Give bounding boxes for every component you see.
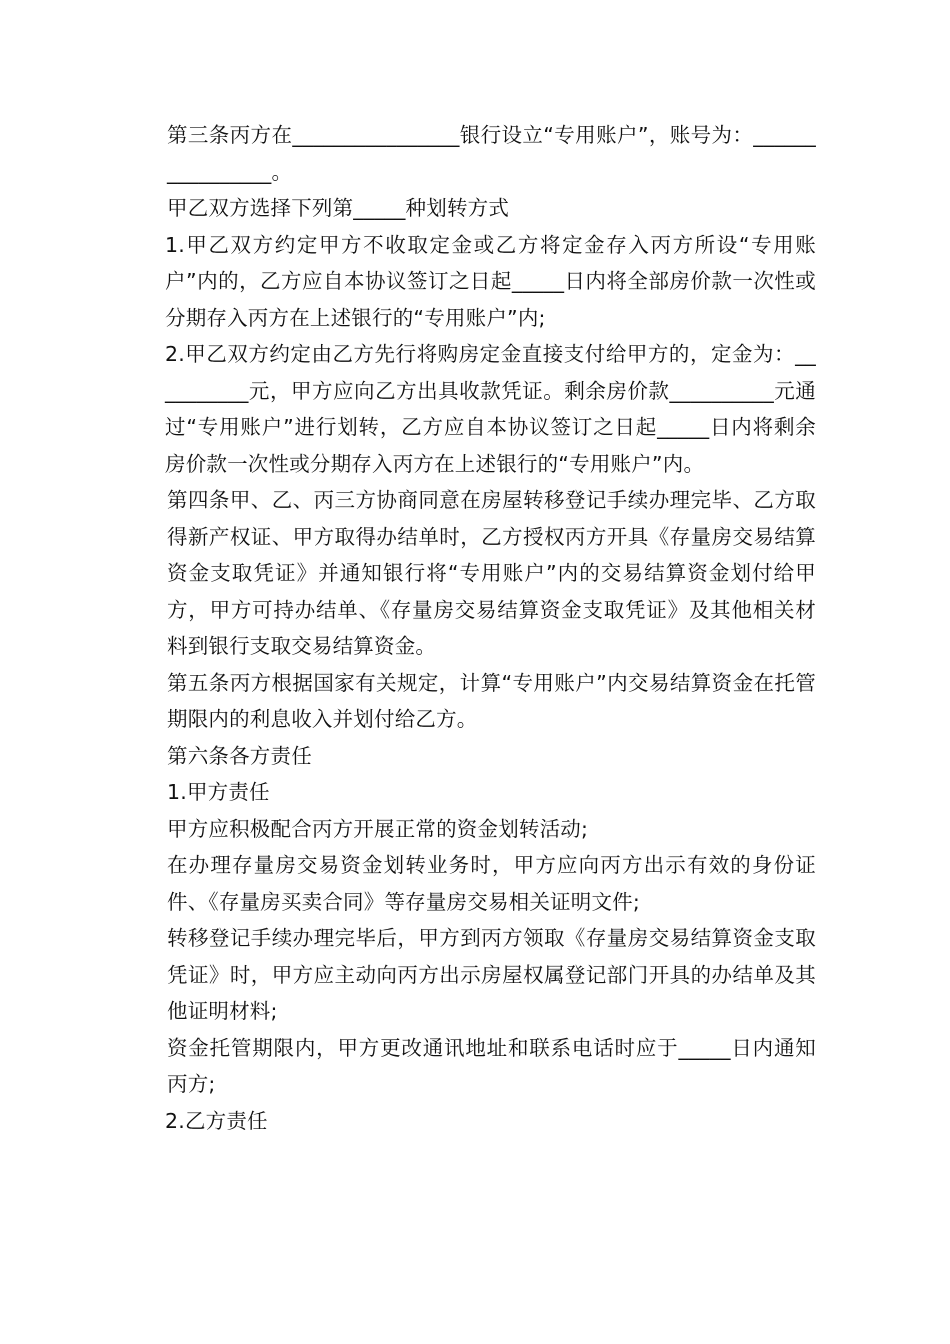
party-a-duty-4: 资金托管期限内，甲方更改通讯地址和联系电话时应于_____日内通知丙方;	[167, 1035, 816, 1096]
article-5-paragraph: 第五条丙方根据国家有关规定，计算“专用账户”内交易结算资金在托管期限内的利息收入并划付给乙方。	[167, 670, 816, 731]
party-a-duty-3: 转移登记手续办理完毕后，甲方到丙方领取《存量房交易结算资金支取凭证》时，甲方应主动向丙方出示房屋权属登记部门开具的办结单及其他证明材料;	[167, 926, 816, 1023]
article-3-paragraph: 第三条丙方在________________银行设立“专用账户”，账号为：________________。	[167, 123, 816, 184]
party-b-responsibility-heading: 2.乙方责任	[165, 1108, 268, 1133]
party-a-duty-1: 甲方应积极配合丙方开展正常的资金划转活动;	[167, 816, 589, 841]
party-a-responsibility-heading: 1.甲方责任	[167, 780, 270, 804]
transfer-method-paragraph: 甲乙双方选择下列第_____种划转方式	[167, 196, 510, 220]
method-2-paragraph: 2.甲乙双方约定由乙方先行将购房定金直接支付给甲方的，定金为：__________元，甲方应向乙方出具收款凭证。剩余房价款__________元通过“专用账户”进行划转，乙方应自本协议签订之日起_____日内将剩余房价款一次性或分期存入丙方在上述银行的“专用账户”内。	[165, 342, 816, 476]
article-4-paragraph: 第四条甲、乙、丙三方协商同意在房屋转移登记手续办理完毕、乙方取得新产权证、甲方取得办结单时，乙方授权丙方开具《存量房交易结算资金支取凭证》并通知银行将“专用账户”内的交易结算资金划付给甲方，甲方可持办结单、《存量房交易结算资金支取凭证》及其他相关材料到银行支取交易结算资金。	[167, 488, 816, 658]
article-6-heading: 第六条各方责任	[167, 743, 312, 768]
party-a-duty-2: 在办理存量房交易资金划转业务时，甲方应向丙方出示有效的身份证件、《存量房买卖合同》等存量房交易相关证明文件;	[167, 853, 816, 914]
method-1-paragraph: 1.甲乙双方约定甲方不收取定金或乙方将定金存入丙方所设“专用账户”内的，乙方应自本协议签订之日起_____日内将全部房价款一次性或分期存入丙方在上述银行的“专用账户”内;	[165, 232, 816, 330]
document-body	[146, 117, 816, 1139]
